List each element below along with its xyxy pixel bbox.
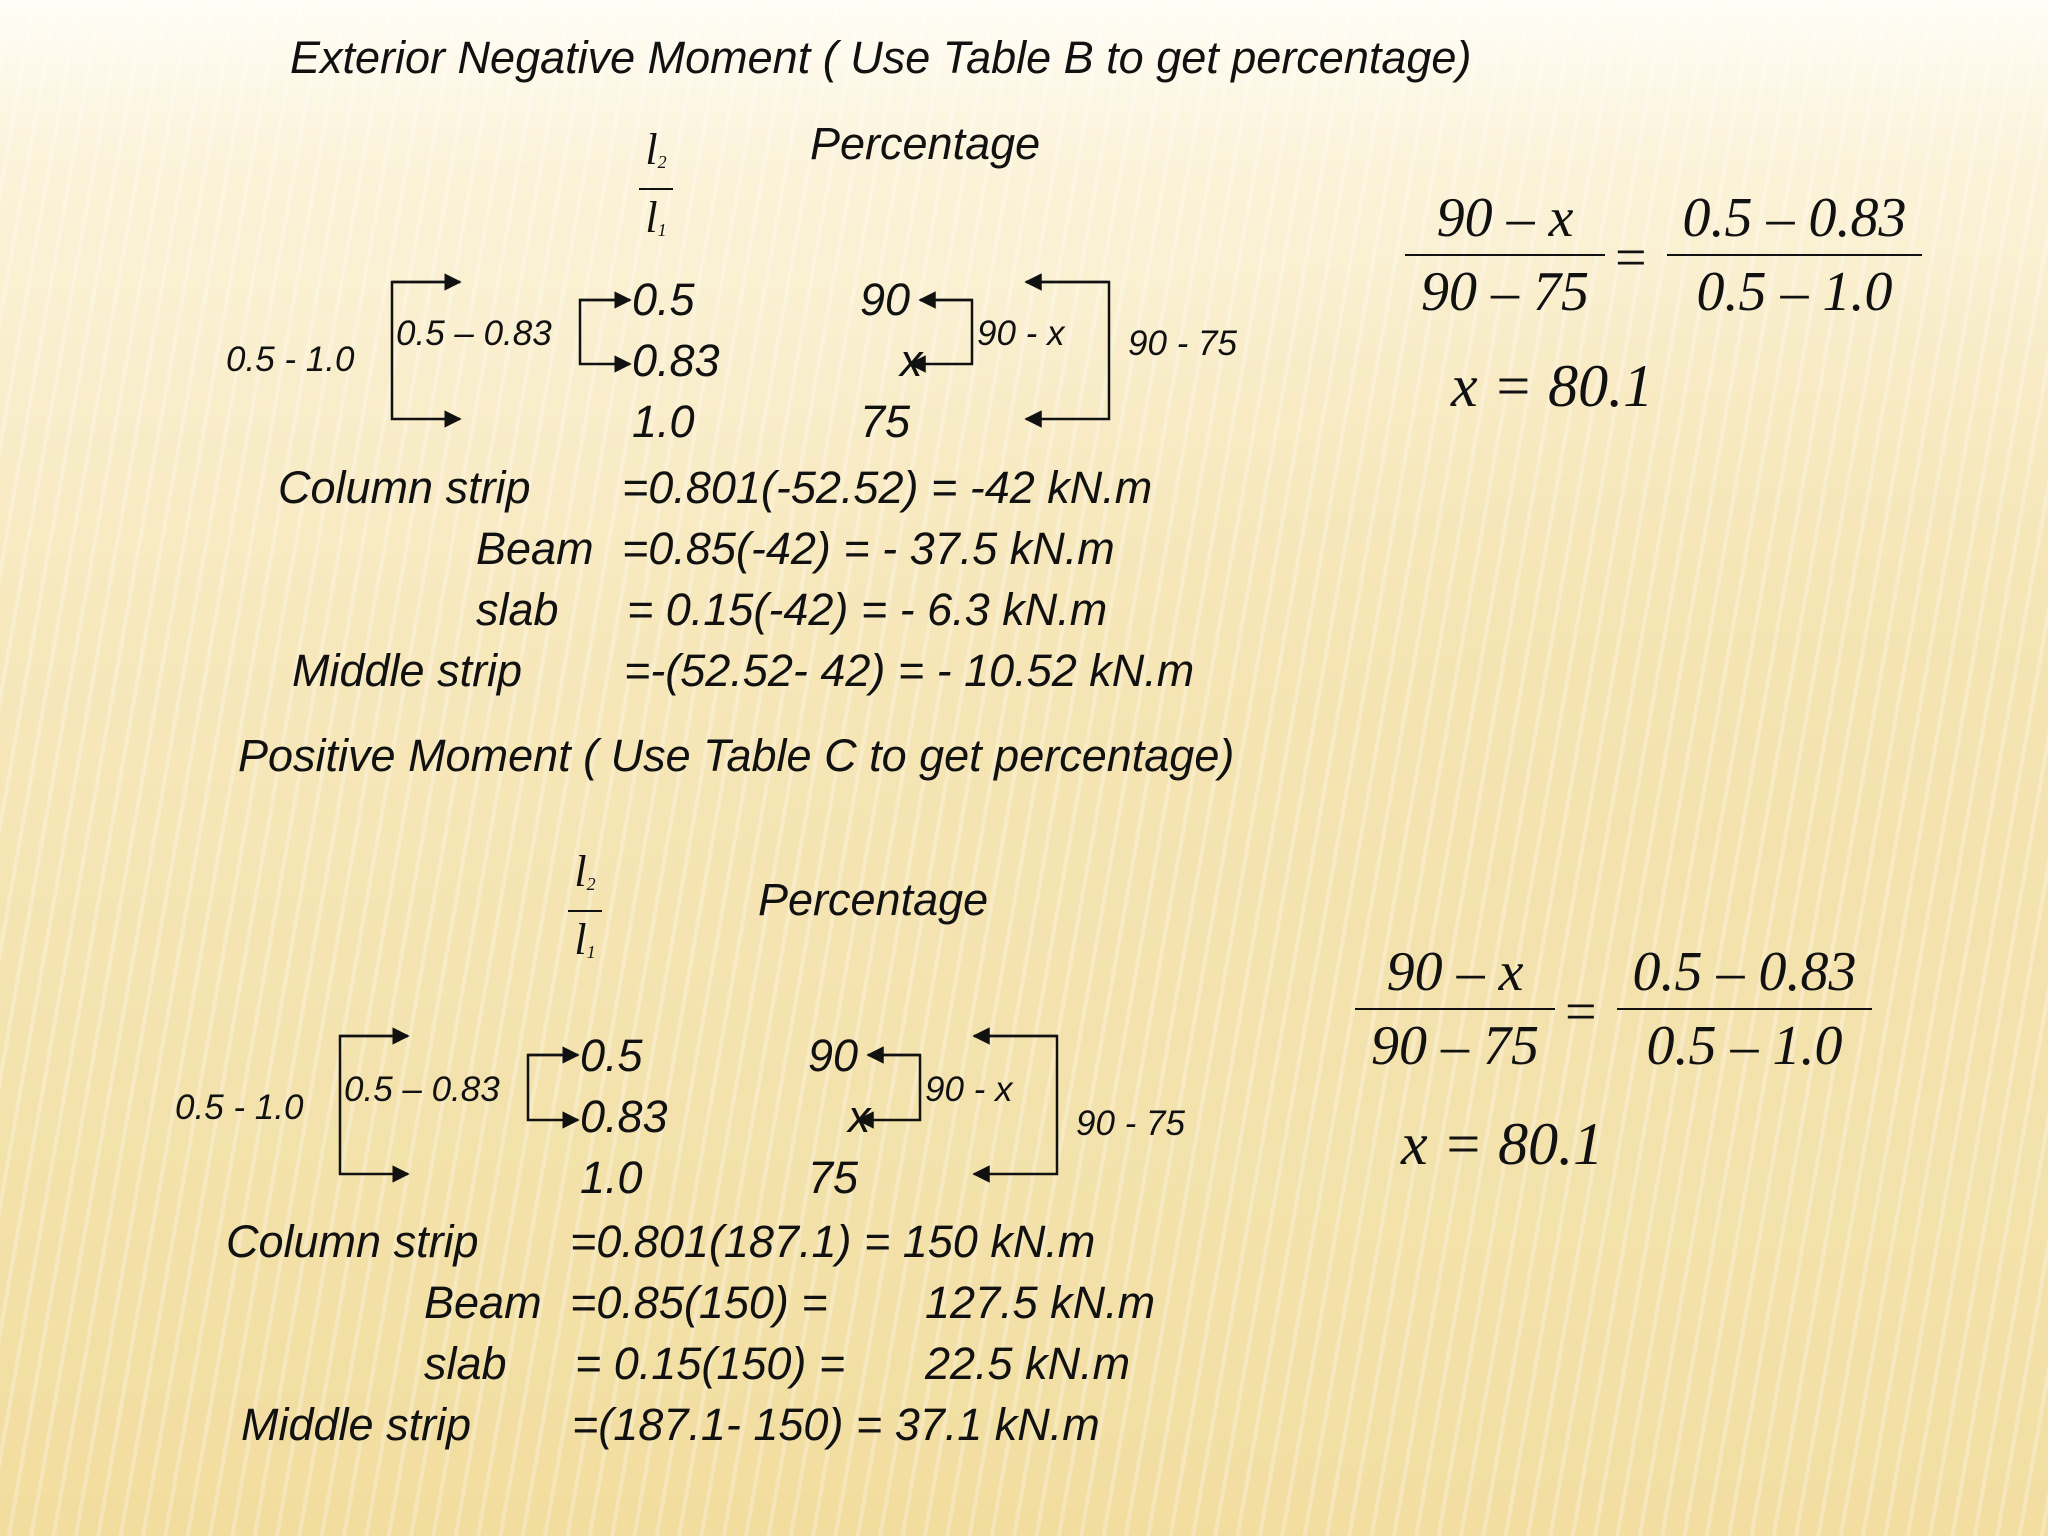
section2-pct-value: 90 <box>808 1030 859 1081</box>
section2-calc-label: Beam <box>424 1277 542 1328</box>
section2-pct-value: 75 <box>808 1152 859 1203</box>
section2-heading: Positive Moment ( Use Table C to get percentage) <box>238 730 1235 781</box>
section1-ratio-value: 1.0 <box>632 396 695 447</box>
inner-left-bracket-arrow <box>580 300 630 364</box>
section1-calc-expr: =0.85(-42) = - 37.5 kN.m <box>622 523 1115 574</box>
equation-rhs-denominator: 0.5 – 1.0 <box>1646 1015 1843 1077</box>
equation-lhs-numerator: 90 – x <box>1386 941 1524 1003</box>
section2-arrow-diagram <box>340 1036 1057 1174</box>
section1-heading: Exterior Negative Moment ( Use Table B to get percentage) <box>290 32 1472 83</box>
equation-result: x = 80.1 <box>1451 353 1654 419</box>
ratio-denominator: $l_1$ <box>574 915 596 964</box>
section2-diff-inner: 90 - x <box>925 1070 1013 1109</box>
inner-right-bracket-arrow <box>910 300 972 364</box>
section1-pct-value: 90 <box>860 274 911 325</box>
equation-equals: = <box>1565 981 1597 1043</box>
section2-calc-label: slab <box>424 1338 507 1389</box>
section1-calc-label: slab <box>476 584 559 635</box>
equation-result: x = 80.1 <box>1401 1111 1604 1177</box>
ratio-numerator: $l_2$ <box>645 125 667 174</box>
section2-calc-label: Middle strip <box>241 1399 472 1450</box>
section2-range-outer: 0.5 - 1.0 <box>175 1088 304 1127</box>
section1-ratio-value: 0.83 <box>632 335 720 386</box>
section1-pct-value: 75 <box>860 396 911 447</box>
ratio-denominator: $l_1$ <box>645 193 667 242</box>
equation-lhs-denominator: 90 – 75 <box>1371 1015 1539 1077</box>
section2-percentage-label: Percentage <box>758 874 989 925</box>
equation-rhs-numerator: 0.5 – 0.83 <box>1682 187 1907 249</box>
section1-diff-outer: 90 - 75 <box>1128 324 1237 363</box>
section1-range-inner: 0.5 – 0.83 <box>396 314 552 353</box>
equation-equals: = <box>1615 227 1647 289</box>
equation-rhs-denominator: 0.5 – 1.0 <box>1696 261 1893 323</box>
section1-diff-inner: 90 - x <box>977 314 1065 353</box>
section1-calc-label: Beam <box>476 523 594 574</box>
section2-calc-expr: =(187.1- 150) = 37.1 kN.m <box>572 1399 1100 1450</box>
section1-pct-value: x <box>900 335 923 386</box>
section1-arrow-diagram <box>392 282 1109 419</box>
inner-left-bracket-arrow <box>528 1055 578 1120</box>
outer-right-bracket-arrow <box>1026 282 1109 419</box>
outer-left-bracket-arrow <box>340 1036 408 1174</box>
ratio-numerator: $l_2$ <box>574 847 596 896</box>
section1-calc-label: Middle strip <box>292 645 523 696</box>
section2-calc-label: Column strip <box>226 1216 479 1267</box>
equation-rhs-numerator: 0.5 – 0.83 <box>1632 941 1857 1003</box>
section2-ratio-value: 0.5 <box>580 1030 643 1081</box>
section2-range-inner: 0.5 – 0.83 <box>344 1070 500 1109</box>
section2-calc-expr: =0.85(150) = <box>570 1277 828 1328</box>
section2-ratio-value: 0.83 <box>580 1091 668 1142</box>
equation-lhs-numerator: 90 – x <box>1436 187 1574 249</box>
inner-right-bracket-arrow <box>858 1055 920 1120</box>
section1-ratio-value: 0.5 <box>632 274 695 325</box>
section1-calc-expr: =-(52.52- 42) = - 10.52 kN.m <box>624 645 1195 696</box>
section2-calc-expr: =0.801(187.1) = 150 kN.m <box>570 1216 1096 1267</box>
section1-calc-expr: = 0.15(-42) = - 6.3 kN.m <box>627 584 1108 635</box>
section1-calc-label: Column strip <box>278 462 531 513</box>
equation-lhs-denominator: 90 – 75 <box>1421 261 1589 323</box>
section2-pct-value: x <box>848 1091 871 1142</box>
section2-calc-expr: = 0.15(150) = <box>575 1338 846 1389</box>
section1-range-outer: 0.5 - 1.0 <box>226 340 355 379</box>
section2-ratio-value: 1.0 <box>580 1152 643 1203</box>
section1-calc-expr: =0.801(-52.52) = -42 kN.m <box>622 462 1153 513</box>
outer-right-bracket-arrow <box>974 1036 1057 1174</box>
section2-diff-outer: 90 - 75 <box>1076 1104 1185 1143</box>
section2-calc-value: 127.5 kN.m <box>925 1277 1156 1328</box>
section1-percentage-label: Percentage <box>810 118 1041 169</box>
outer-left-bracket-arrow <box>392 282 460 419</box>
section2-calc-value: 22.5 kN.m <box>925 1338 1131 1389</box>
